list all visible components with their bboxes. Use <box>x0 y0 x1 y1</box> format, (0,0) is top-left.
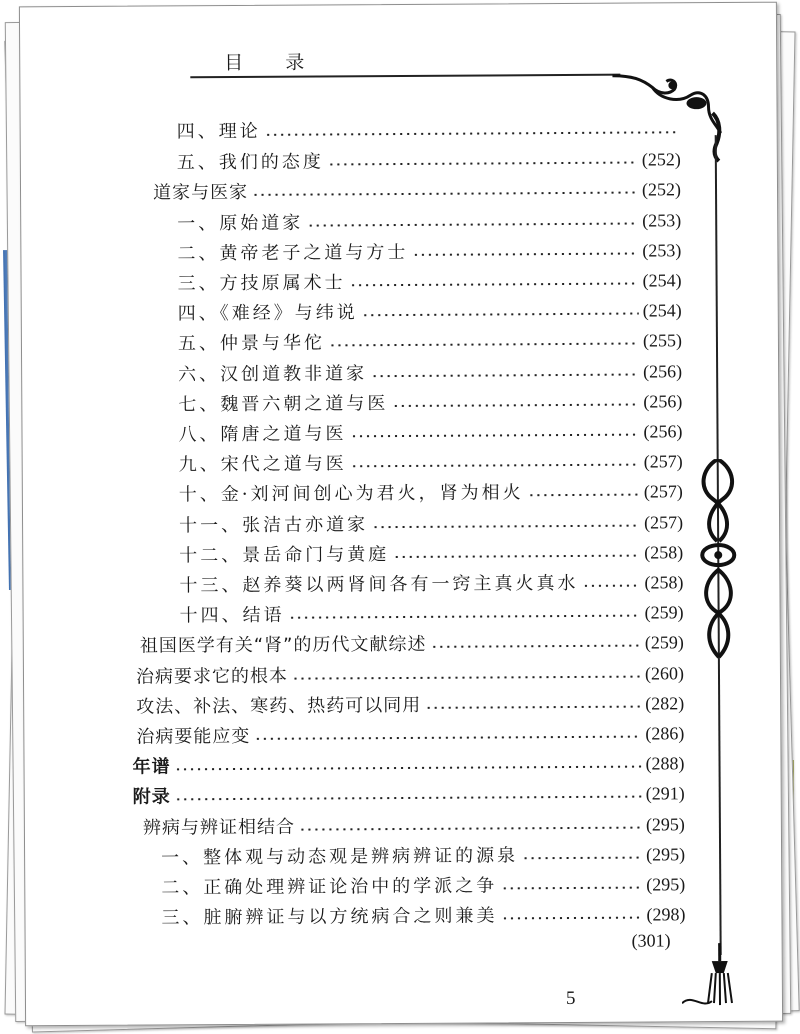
toc-entry-page: (257) <box>643 451 683 472</box>
toc-entry[interactable] <box>140 629 684 660</box>
toc-entry-title: 四、《难经》与纬说 <box>177 302 358 325</box>
toc-entry-page: (282) <box>645 693 685 714</box>
toc-entry-page: (291) <box>645 783 685 804</box>
toc-entry-title: 五、我们的态度 <box>176 151 324 174</box>
toc-entry[interactable] <box>179 538 683 569</box>
page-number: 5 <box>565 987 576 1010</box>
toc-entry-title: 三、脏腑辨证与以方统病合之则兼美 <box>161 905 498 929</box>
toc-entry-page: (259) <box>644 602 684 623</box>
toc-entry-title: 一、原始道家 <box>177 212 304 234</box>
toc-entry-page: (252) <box>641 149 681 170</box>
dot-leader <box>582 585 640 587</box>
toc-entry-title: 三、方技原属术士 <box>177 272 346 295</box>
scroll-ornament-icon <box>693 459 744 659</box>
page-header-title: 目 录 <box>224 51 323 75</box>
toc-entry[interactable] <box>143 810 685 841</box>
toc-entry-title: 四、理论 <box>176 120 261 143</box>
dot-leader <box>392 403 639 407</box>
toc-tail-page: (301) <box>631 930 671 951</box>
dot-leader <box>425 705 641 708</box>
toc-entry-title: 九、宋代之道与医 <box>178 453 347 476</box>
dot-leader <box>175 796 642 801</box>
toc-entry[interactable] <box>136 689 684 720</box>
document-page <box>19 2 783 1027</box>
toc-entry-page: (258) <box>644 542 684 563</box>
toc-entry[interactable] <box>177 206 681 237</box>
toc-entry-page: (258) <box>644 572 684 593</box>
dot-leader <box>501 917 642 920</box>
toc-entry[interactable] <box>136 719 684 750</box>
dot-leader <box>351 464 640 468</box>
toc-entry-page: (253) <box>642 209 682 231</box>
dot-leader <box>252 192 638 196</box>
toc-entry-page: (286) <box>645 723 685 744</box>
toc-entry-title: 八、隋唐之道与医 <box>178 423 347 446</box>
toc-entry-title: 年谱 <box>132 756 171 778</box>
toc-entry-page: (257) <box>643 481 683 502</box>
toc-entry-page: (256) <box>643 421 683 442</box>
toc-entry-title: 辨病与辨证相结合 <box>142 816 295 839</box>
toc-entry[interactable] <box>179 568 683 599</box>
toc-entry[interactable] <box>153 176 681 207</box>
toc-entry[interactable] <box>179 508 683 539</box>
dot-leader <box>351 434 640 438</box>
toc-entry[interactable] <box>178 357 682 388</box>
dot-leader <box>350 283 639 287</box>
dot-leader <box>522 856 642 859</box>
toc-entry-page: (254) <box>642 300 682 321</box>
dot-leader <box>430 645 640 648</box>
toc-entry[interactable] <box>136 659 684 690</box>
dot-leader <box>254 736 641 740</box>
toc-entry[interactable] <box>133 780 685 811</box>
toc-entry-title: 攻法、补法、寒药、热药可以同用 <box>136 694 422 718</box>
toc-entry[interactable] <box>161 900 685 931</box>
toc-entry-title: 二、黄帝老子之道与方士 <box>177 241 409 265</box>
toc-entry[interactable] <box>178 327 682 358</box>
toc-entry-title: 十三、赵养葵以两肾间各有一窍主真火真水 <box>179 572 579 597</box>
toc-entry-title: 十二、景岳命门与黄庭 <box>179 543 390 567</box>
toc-entry-page: (257) <box>643 511 684 533</box>
toc-entry[interactable] <box>179 447 683 478</box>
toc-entry-page: (256) <box>643 391 683 412</box>
dot-leader <box>393 554 640 558</box>
toc-entry-page: (288) <box>645 753 685 774</box>
dot-leader <box>292 675 641 679</box>
toc-entry[interactable] <box>132 749 684 780</box>
toc-entry-page: (252) <box>641 179 682 200</box>
toc-entry-page: (256) <box>643 360 683 382</box>
toc-entry[interactable] <box>177 145 681 176</box>
toc-entry-title: 祖国医学有关“肾”的历代文献综述 <box>139 634 427 657</box>
toc-entry-title: 七、魏晋六朝之道与医 <box>178 392 389 416</box>
toc-entry[interactable] <box>179 478 683 509</box>
toc-entry[interactable] <box>178 296 682 327</box>
toc-entry-page: (253) <box>642 240 682 261</box>
toc-entry-title: 十一、张洁古亦道家 <box>179 513 369 536</box>
toc-entry-page: (295) <box>646 874 686 895</box>
dot-leader <box>175 766 642 771</box>
toc-entry-title: 十四、结语 <box>179 604 285 627</box>
dot-leader <box>328 162 638 166</box>
toc-entry[interactable] <box>161 870 685 901</box>
toc-entry[interactable] <box>177 236 681 267</box>
toc-entry-page: (260) <box>644 662 685 684</box>
toc-entry-title: 六、汉创道教非道家 <box>178 362 368 385</box>
toc-entry-page: (295) <box>645 813 685 835</box>
dot-leader <box>289 615 641 619</box>
dot-leader <box>362 313 639 317</box>
dot-leader <box>299 826 642 830</box>
toc-entry-page: (295) <box>646 844 686 865</box>
dot-leader <box>307 222 638 226</box>
toc-entry-title: 一、整体观与动态观是辨病辨证的源泉 <box>161 845 519 869</box>
toc-entry[interactable] <box>177 115 681 146</box>
dot-leader <box>371 373 639 377</box>
dot-leader <box>372 524 640 528</box>
toc-entry[interactable] <box>161 840 685 871</box>
tassel-ornament-icon <box>682 943 752 1013</box>
toc-entry[interactable] <box>178 387 682 418</box>
toc-entry-title: 附录 <box>132 786 171 809</box>
dot-leader <box>265 131 677 136</box>
toc-entry-page: (259) <box>644 632 684 653</box>
toc-entry[interactable] <box>180 598 684 629</box>
toc-entry-page: (255) <box>642 330 683 351</box>
toc-entry[interactable] <box>178 266 682 297</box>
dot-leader <box>528 494 640 497</box>
toc-entry-title: 十、金·刘河间创心为君火，肾为相火 <box>178 482 524 506</box>
toc-entry-title: 治病要能应变 <box>136 725 251 748</box>
toc-entry-title: 治病要求它的根本 <box>135 665 289 688</box>
toc-entry-title: 道家与医家 <box>152 182 249 204</box>
toc-entry-page: (298) <box>646 904 686 925</box>
toc-entry[interactable] <box>178 417 682 448</box>
dot-leader <box>501 887 642 890</box>
dot-leader <box>412 252 638 255</box>
toc-entry-title: 五、仲景与华佗 <box>177 332 326 355</box>
toc-entry-page: (254) <box>642 270 682 291</box>
toc-entry-title: 二、正确处理辨证论治中的学派之争 <box>161 875 498 899</box>
dot-leader <box>329 343 639 347</box>
